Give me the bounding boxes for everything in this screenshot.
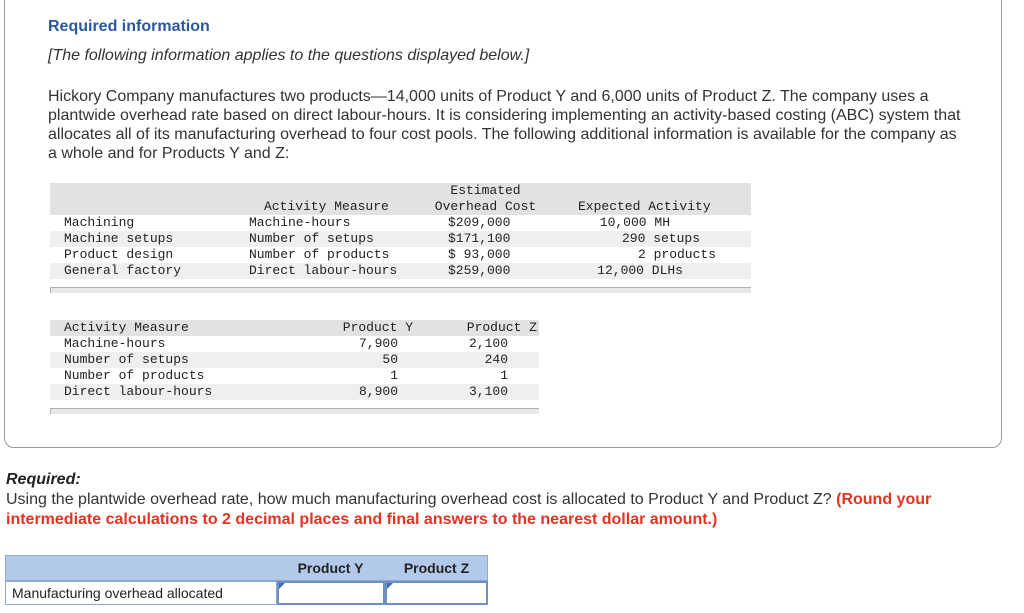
- pool-activity: 12,000 DLHs: [597, 263, 683, 278]
- answer-col-product-z: Product Z: [403, 560, 470, 576]
- product-z-value: 1: [500, 368, 508, 383]
- product-z-overhead-input[interactable]: [385, 581, 488, 605]
- product-measure: Direct labour-hours: [64, 384, 213, 399]
- header-expected-activity: Expected Activity: [578, 199, 711, 214]
- header-product-z: Product Z: [466, 320, 537, 335]
- answer-table: [5, 555, 488, 605]
- rounding-instruction: (Round your intermediate calculations to 2 decimal places and final answers to the nearest dollar amount.): [6, 491, 932, 528]
- product-y-overhead-input[interactable]: [277, 581, 385, 605]
- pool-cost: $259,000: [448, 263, 511, 278]
- cell-marker-icon: [387, 583, 393, 589]
- pool-name: Product design: [64, 247, 174, 262]
- pool-name: Machining: [64, 215, 135, 230]
- product-measure: Number of setups: [64, 352, 189, 367]
- required-information-title: Required information: [48, 18, 210, 35]
- pool-measure: Number of products: [249, 247, 390, 262]
- table-bottom-bar: [50, 408, 539, 414]
- problem-description: Hickory Company manufactures two products—14,000 units of Product Y and 6,000 units of Product Z. The company uses a plantwide overhead rate based on direct labour-hours. It is considering implementing an activity-based costing (ABC) system that allocates all of its manufacturing overhead to four cost pools. The following additional information is available for the company as a whole and for Products Y and Z:: [48, 88, 961, 162]
- pool-measure: Machine-hours: [249, 215, 351, 230]
- product-y-value: 7,900: [358, 336, 398, 351]
- product-z-value: 3,100: [468, 384, 508, 399]
- product-activity-table: [50, 320, 539, 416]
- product-z-value: 240: [484, 352, 508, 367]
- table-bottom-bar: [50, 287, 751, 293]
- pool-measure: Number of setups: [249, 231, 374, 246]
- header-overhead-cost: Overhead Cost: [434, 199, 537, 214]
- answer-col-product-y: Product Y: [297, 560, 364, 576]
- product-z-value: 2,100: [468, 336, 508, 351]
- header-band: [50, 183, 751, 199]
- cell-marker-icon: [279, 583, 285, 589]
- product-y-value: 1: [390, 368, 398, 383]
- answer-row-label: Manufacturing overhead allocated: [5, 581, 277, 605]
- header-activity-measure: Activity Measure: [64, 320, 189, 335]
- cost-pools-table: [50, 183, 751, 295]
- pool-activity: 2 products: [637, 247, 716, 262]
- header-product-y: Product Y: [342, 320, 413, 335]
- pool-name: General factory: [64, 263, 182, 278]
- pool-measure: Direct labour-hours: [249, 263, 398, 278]
- pool-cost: $171,100: [448, 231, 511, 246]
- product-measure: Machine-hours: [64, 336, 166, 351]
- question-text: Using the plantwide overhead rate, how much manufacturing overhead cost is allocated to Product Y and Product Z?: [6, 491, 837, 508]
- info-note: [The following information applies to the questions displayed below.]: [48, 47, 530, 64]
- required-label: Required:: [6, 471, 81, 488]
- header-estimated: Estimated: [450, 183, 521, 198]
- pool-cost: $209,000: [448, 215, 511, 230]
- product-measure: Number of products: [64, 368, 205, 383]
- required-question: [6, 490, 1006, 530]
- pool-activity: 290 setups: [621, 231, 700, 246]
- product-y-value: 50: [382, 352, 398, 367]
- pool-cost: $ 93,000: [448, 247, 511, 262]
- product-y-value: 8,900: [358, 384, 398, 399]
- pool-name: Machine setups: [64, 231, 174, 246]
- header-activity-measure: Activity Measure: [264, 199, 389, 214]
- pool-activity: 10,000 MH: [599, 215, 670, 230]
